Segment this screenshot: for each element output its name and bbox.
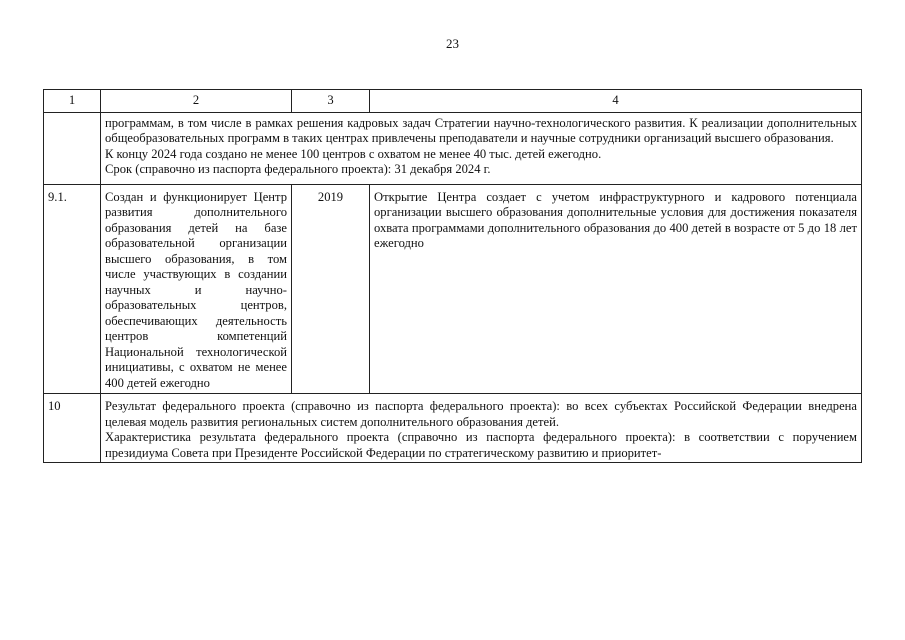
plan-table xyxy=(43,89,862,463)
table-header-row xyxy=(44,90,862,113)
continuation-text xyxy=(101,112,862,184)
header-col-3: 3 xyxy=(292,90,370,113)
event-name: Создан и функционирует Центр развития дополнительного образования детей на базе образовательной организации высшего образования, в том числе участвующих в создании научных и научно-образовательных центров, обеспечивающих деятельность центров компетенций Национальной технологической инициативы, с охватом не менее 400 детей ежегодно xyxy=(101,184,292,394)
row-number: 10 xyxy=(44,394,101,463)
paragraph: Срок (справочно из паспорта федерального проекта): 31 декабря 2024 г. xyxy=(105,162,491,176)
header-col-1: 1 xyxy=(44,90,101,113)
paragraph: программам, в том числе в рамках решения кадровых задач Стратегии научно-технологического развития. К реализации дополнительных общеобразовательных программ в таких центрах привлечены преподаватели и научные сотрудники организаций высшего образования. xyxy=(105,115,857,145)
header-col-2: 2 xyxy=(101,90,292,113)
paragraph: Результат федерального проекта (справочно из паспорта федерального проекта): во всех субъектах Российской Федерации внедрена целевая модель развития региональных систем дополнительного образования детей. xyxy=(105,399,857,429)
row-number: 9.1. xyxy=(44,184,101,394)
event-description: Открытие Центра создает с учетом инфраструктурного и кадрового потенциала организации высшего образования дополнительные условия для достижения показателя охвата программами дополнительного образования до 400 детей в возрасте от 5 до 18 лет ежегодно xyxy=(370,184,862,394)
event-year: 2019 xyxy=(292,184,370,394)
header-col-4: 4 xyxy=(370,90,862,113)
row-number xyxy=(44,112,101,184)
page-number: 23 xyxy=(446,36,459,51)
table-row xyxy=(44,184,862,394)
paragraph: Характеристика результата федерального проекта (справочно из паспорта федерального проекта): в соответствии с поручением президиума Совета при Президенте Российской Федерации по стратегическому развитию и приоритет- xyxy=(105,430,857,460)
result-text xyxy=(101,394,862,463)
table-row xyxy=(44,394,862,463)
paragraph: К концу 2024 года создано не менее 100 центров с охватом не менее 40 тыс. детей ежегодно. xyxy=(105,146,602,161)
table-row xyxy=(44,112,862,184)
